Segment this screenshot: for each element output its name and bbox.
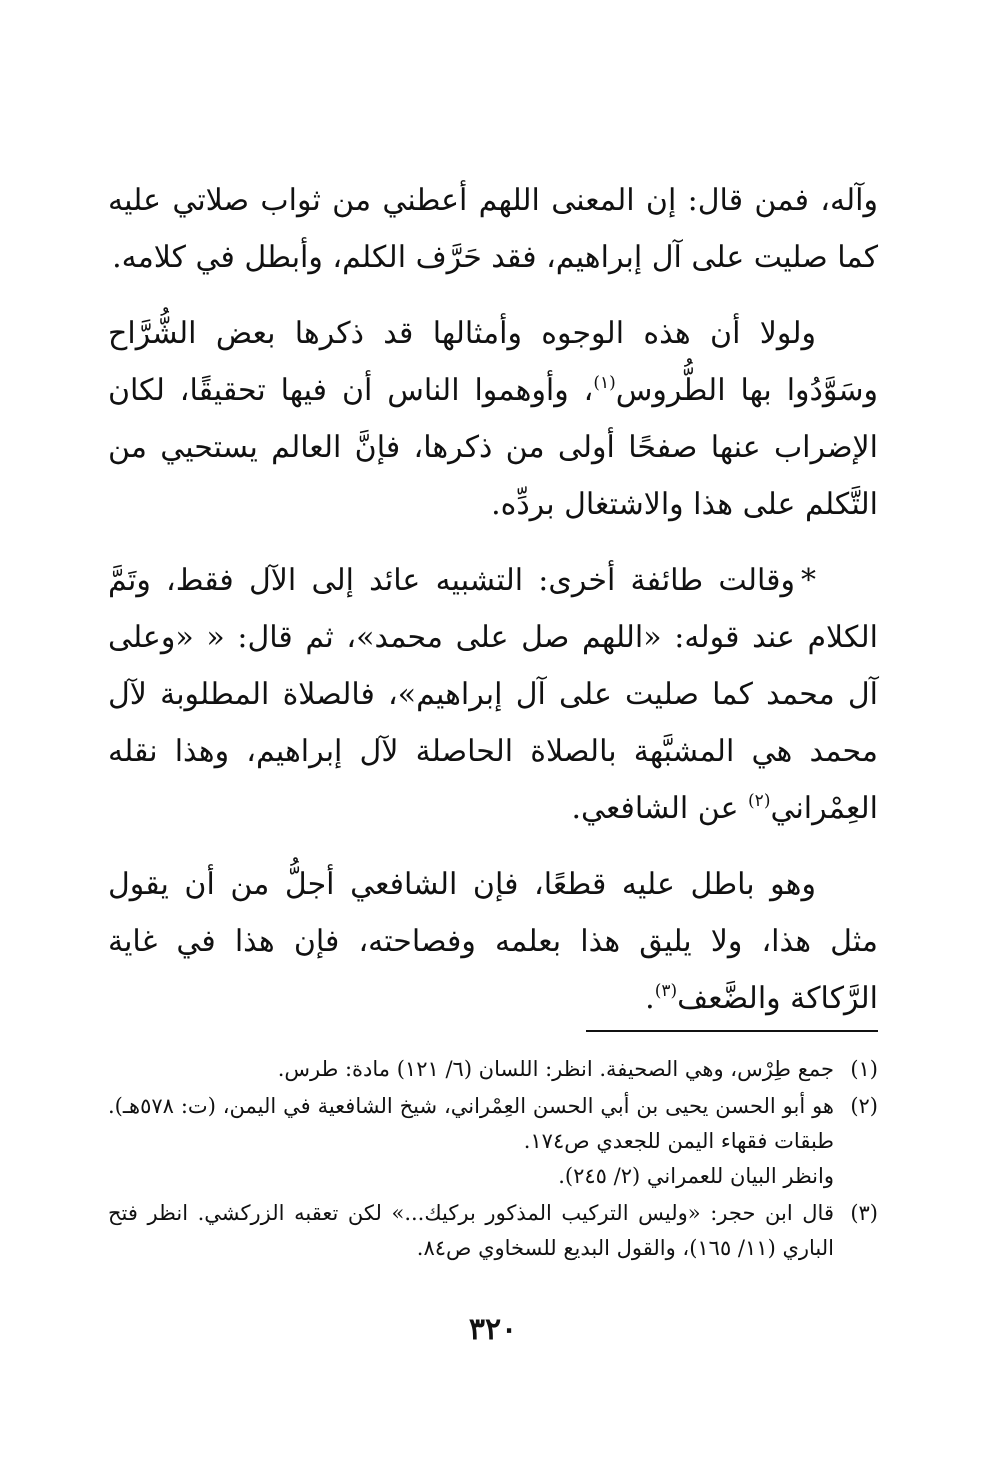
footnote-3 — [108, 1196, 878, 1266]
paragraph-1 — [108, 172, 878, 286]
footnote-line: قال ابن حجر: «وليس التركيب المذكور بركيك...» لكن تعقبه الزركشي. انظر فتح الباري (١١/ ١٦٥)، والقول البديع للسخاوي ص٨٤. — [108, 1201, 834, 1260]
footnote-number: (١) — [850, 1057, 878, 1081]
footnote-text — [108, 1089, 834, 1194]
page-number: ٣٢٠ — [468, 1312, 518, 1347]
paragraph-1-text: وآله، فمن قال: إن المعنى اللهم أعطني من ثواب صلاتي عليه كما صليت على آل إبراهيم، فقد حَرَّف الكلم، وأبطل في كلامه. — [108, 183, 878, 275]
footnotes — [108, 1052, 878, 1268]
paragraph-4-text-b: . — [645, 981, 655, 1016]
footnote-number: (٣) — [850, 1201, 878, 1225]
footnote-ref-1[interactable]: (١) — [593, 373, 616, 393]
paragraph-3 — [108, 552, 878, 837]
footnote-line: جمع طِرْس، وهي الصحيفة. انظر: اللسان (٦/ ١٢١) مادة: طرس. — [277, 1057, 834, 1081]
footnote-text — [108, 1196, 834, 1266]
footnote-ref-3[interactable]: (٣) — [654, 981, 678, 1001]
paragraph-2-text-b: ، وأوهموا الناس أن فيها تحقيقًا، لكان الإضراب عنها صفحًا أولى من ذكرها، فإنَّ العالم يستحيي من التَّكلم على هذا والاشتغال بردِّه. — [108, 373, 878, 522]
footnote-separator — [586, 1030, 878, 1032]
footnote-number: (٢) — [850, 1094, 878, 1118]
paragraph-4-text-a: وهو باطل عليه قطعًا، فإن الشافعي أجلُّ من أن يقول مثل هذا، ولا يليق هذا بعلمه وفصاحته، فإن هذا في غاية الرَّكاكة والضَّعف — [108, 867, 878, 1016]
paragraph-4 — [108, 856, 878, 1027]
paragraph-2-text-a: ولولا أن هذه الوجوه وأمثالها قد ذكرها بعض الشُّرَّاح وسَوَّدُوا بها الطُّروس — [108, 316, 878, 408]
paragraph-3-text-b: عن الشافعي. — [571, 791, 749, 826]
paragraph-2 — [108, 305, 878, 533]
footnote-text — [108, 1052, 834, 1087]
footnote-line: وانظر البيان للعمراني (٢/ ٢٤٥). — [558, 1164, 834, 1188]
footnote-ref-2[interactable]: (٢) — [748, 791, 771, 811]
main-text — [108, 172, 878, 1046]
footnote-line: هو أبو الحسن يحيى بن أبي الحسن العِمْراني، شيخ الشافعية في اليمن، (ت: ٥٧٨هـ). طبقات فقهاء اليمن للجعدي ص١٧٤. — [108, 1094, 834, 1153]
asterisk-marker: * — [801, 563, 816, 598]
footnote-2 — [108, 1089, 878, 1194]
paragraph-3-text-a: وقالت طائفة أخرى: التشبيه عائد إلى الآل فقط، وتَمَّ الكلام عند قوله: «اللهم صل على محمد»، ثم قال: « «وعلى آل محمد كما صليت على آل إبراهيم»، فالصلاة المطلوبة لآل محمد هي المشبَّهة بالصلاة الحاصلة لآل إبراهيم، وهذا نقله العِمْراني — [108, 563, 878, 826]
footnote-1 — [108, 1052, 878, 1087]
